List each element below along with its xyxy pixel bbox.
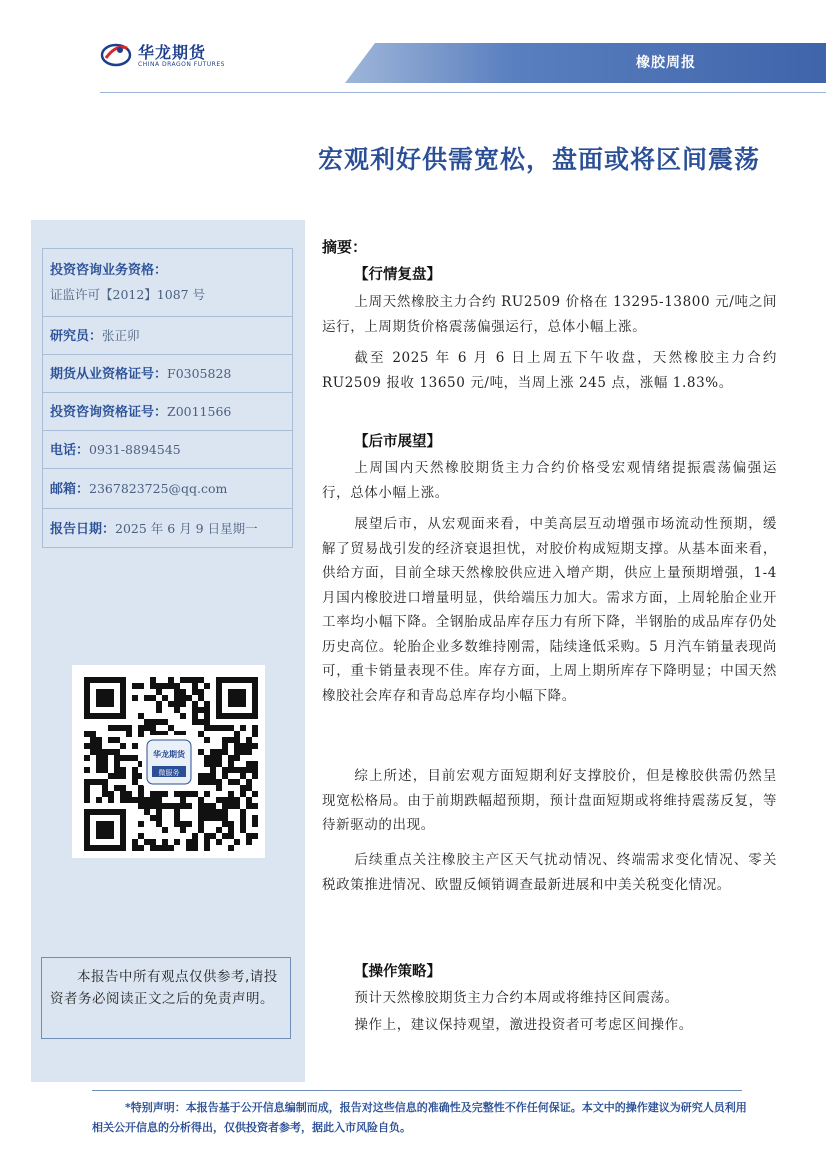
logo-text-cn: 华龙期货 xyxy=(138,43,207,62)
header-band xyxy=(345,43,826,83)
qr-center-logo-text: 华龙期货 xyxy=(153,750,185,759)
qualification-value: 证监许可【2012】1087 号 xyxy=(50,287,206,302)
sidebar-disclaimer: 本报告中所有观点仅供参考,请投资者务必阅读正文之后的免责声明。 xyxy=(41,957,291,1039)
market-review-paragraph-1: 上周天然橡胶主力合约 RU2509 价格在 13295-13800 元/吨之间运行，上周期货价格震荡偏强运行，总体小幅上涨。 xyxy=(322,294,777,335)
info-row-researcher xyxy=(42,316,292,354)
header-divider xyxy=(100,92,826,93)
page-title: 宏观利好供需宽松，盘面或将区间震荡 xyxy=(317,145,760,174)
strategy-paragraph-1: 预计天然橡胶期货主力合约本周或将维持区间震荡。 xyxy=(354,990,679,1006)
strategy-paragraph-2: 操作上，建议保持观望，激进投资者可考虑区间操作。 xyxy=(354,1017,693,1033)
outlook-paragraph-4: 后续重点关注橡胶主产区天气扰动情况、终端需求变化情况、零关税政策推进情况、欧盟反倾销调查最新进展和中美关税变化情况。 xyxy=(322,852,777,893)
info-box-border-right xyxy=(292,248,293,548)
company-logo-icon xyxy=(100,38,132,70)
company-logo xyxy=(100,38,240,74)
info-row-date xyxy=(42,508,292,548)
analyst-info-box xyxy=(42,248,292,548)
info-row-email xyxy=(42,468,292,508)
info-box-border-left xyxy=(42,248,43,548)
special-disclaimer: *特别声明：本报告基于公开信息编制而成，报告对这些信息的准确性及完整性不作任何保证。本文中的操作建议为研究人员利用相关公开信息的分析得出，仅供投资者参考，据此入市风险自负。 xyxy=(92,1101,747,1134)
info-row-phone xyxy=(42,430,292,468)
phone-label: 电话： xyxy=(50,443,90,458)
abstract-heading: 摘要： xyxy=(322,238,368,256)
info-row-qualification xyxy=(42,248,292,316)
outlook-paragraph-2: 展望后市，从宏观面来看，中美高层互动增强市场流动性预期，缓解了贸易战引发的经济衰退担忧，对胶价构成短期支撑。从基本面来看，供给方面，目前全球天然橡胶供应进入增产期，供应上量预期增强，1-4 月国内橡胶进口增量明显，供给端压力加大。需求方面，上周轮胎企业开工率均小幅下降。全钢胎成品库存压力有所下降，半钢胎的成品库存仍处历史高位。轮胎企业多数维持刚需，陆续逢低采购。5 月汽车销量表现尚可，重卡销量表现不佳。库存方面，上周上期所库存下降明显；中国天然橡胶社会库存和青岛总库存均小幅下降。 xyxy=(322,516,777,704)
qualification-label: 投资咨询业务资格： xyxy=(50,263,168,278)
researcher-label: 研究员： xyxy=(50,329,103,344)
futures-cert-value: F0305828 xyxy=(167,366,232,381)
footer-divider xyxy=(92,1090,742,1091)
qr-code[interactable] xyxy=(72,665,265,858)
logo-text-en: CHINA DRAGON FUTURES xyxy=(138,61,225,68)
outlook-paragraph-3: 综上所述，目前宏观方面短期利好支撑胶价，但是橡胶供需仍然呈现宽松格局。由于前期跌幅超预期，预计盘面短期或将维持震荡反复，等待新驱动的出现。 xyxy=(322,768,777,833)
qr-center-service-text: 微服务 xyxy=(158,769,180,777)
email-label: 邮箱： xyxy=(50,482,90,497)
advisory-cert-label: 投资咨询资格证号： xyxy=(50,405,168,420)
report-date-label: 报告日期： xyxy=(50,522,116,537)
market-review-heading: 【行情复盘】 xyxy=(354,267,441,283)
strategy-heading: 【操作策略】 xyxy=(354,964,441,980)
futures-cert-label: 期货从业资格证号： xyxy=(50,367,168,382)
researcher-value: 张正卯 xyxy=(102,328,140,343)
info-row-futures-cert xyxy=(42,354,292,392)
email-value[interactable]: 2367823725@qq.com xyxy=(89,481,228,496)
qr-code-icon xyxy=(72,665,265,858)
info-row-advisory-cert xyxy=(42,392,292,430)
report-type-label: 橡胶周报 xyxy=(636,55,696,71)
report-date-value: 2025 年 6 月 9 日星期一 xyxy=(115,521,258,536)
phone-value: 0931-8894545 xyxy=(89,442,181,457)
market-review-paragraph-2: 截至 2025 年 6 月 6 日上周五下午收盘，天然橡胶主力合约 RU2509 报收 13650 元/吨，当周上涨 245 点，涨幅 1.83%。 xyxy=(322,350,777,391)
outlook-heading: 【后市展望】 xyxy=(354,434,441,450)
outlook-paragraph-1: 上周国内天然橡胶期货主力合约价格受宏观情绪提振震荡偏强运行，总体小幅上涨。 xyxy=(322,460,777,501)
advisory-cert-value: Z0011566 xyxy=(167,404,232,419)
